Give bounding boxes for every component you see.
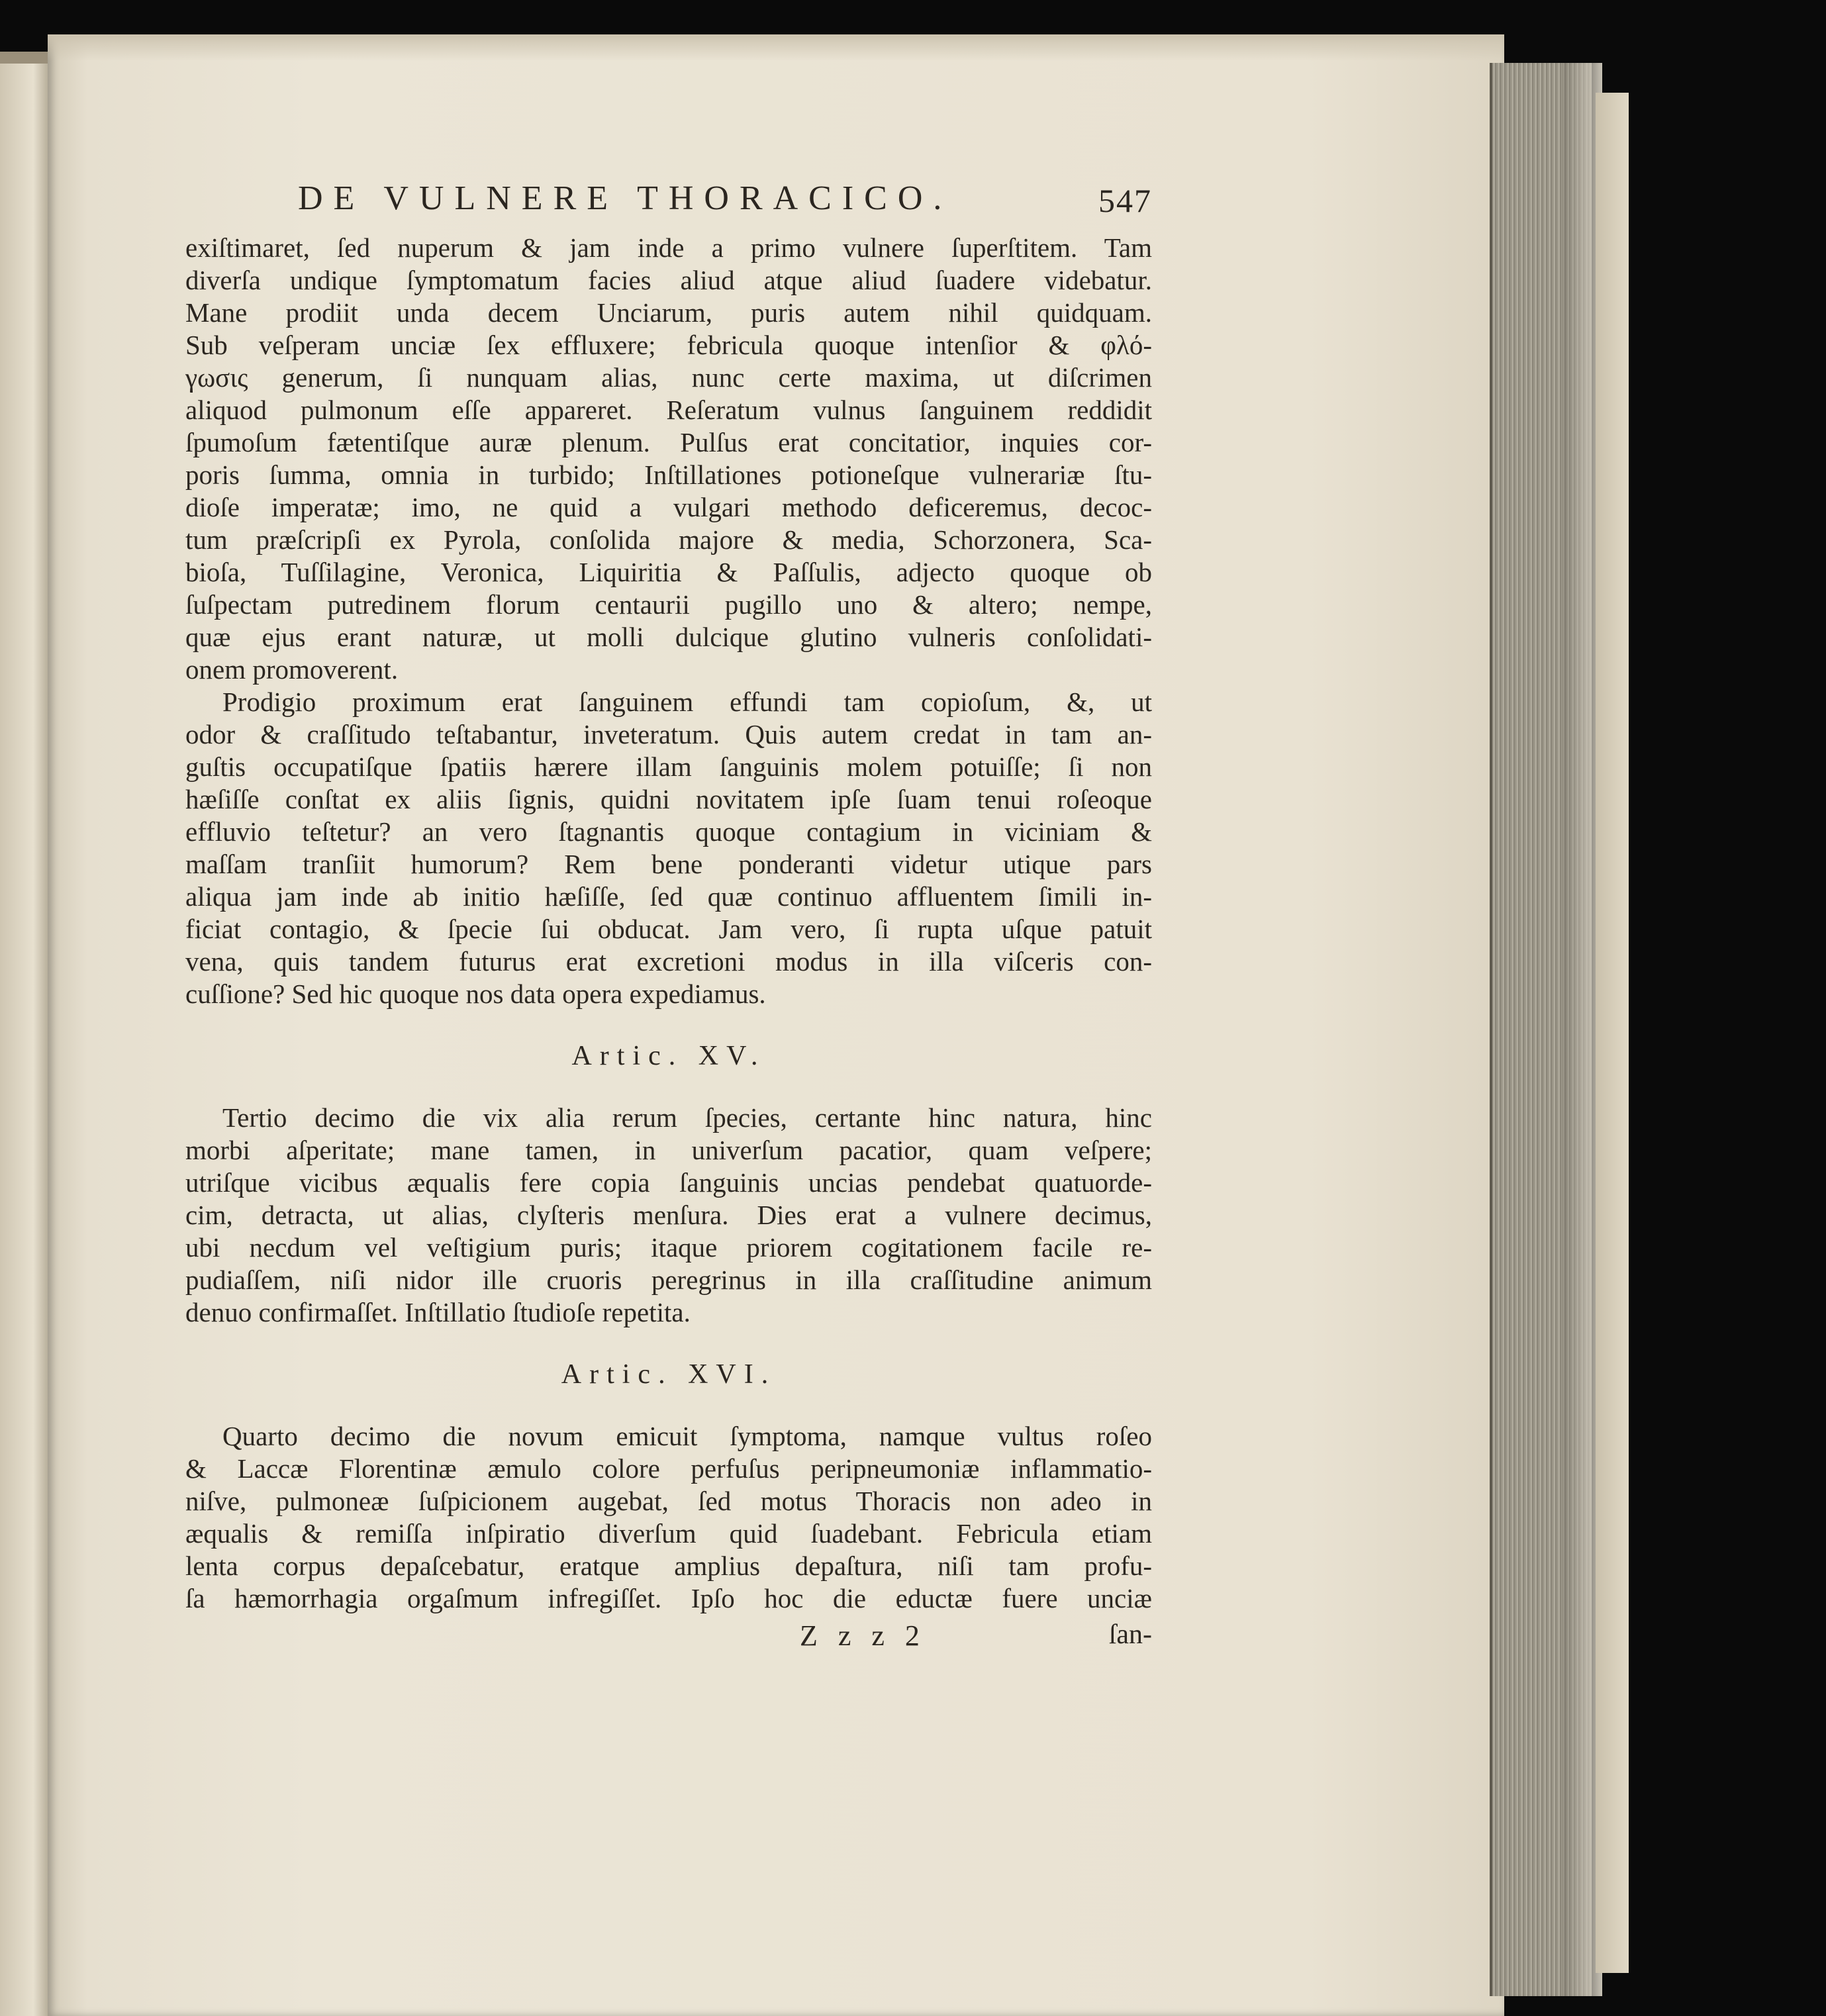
running-title: DE VULNERE THORACICO.	[298, 179, 953, 217]
signature-mark: Z z z 2	[800, 1619, 926, 1652]
text-line: ſa hæmorrhagia orgaſmum infregiſſet. Ipſo hoc die eductæ fuere unciæ	[185, 1583, 1152, 1613]
text-block	[185, 179, 1152, 1655]
text-line: exiſtimaret, ſed nuperum & jam inde a primo vulnere ſuperſtitem. Tam	[185, 232, 1152, 263]
text-line: poris ſumma, omnia in turbido; Inſtillationes potioneſque vulnerariæ ſtu-	[185, 459, 1152, 490]
catchword: ſan-	[1108, 1619, 1152, 1650]
text-line: bioſa, Tuſſilagine, Veronica, Liquiritia & Paſſulis, adjecto quoque ob	[185, 557, 1152, 587]
text-line: utriſque vicibus æqualis fere copia ſanguinis uncias pendebat quatuorde-	[185, 1167, 1152, 1198]
text-line: aliquod pulmonum eſſe appareret. Reſeratum vulnus ſanguinem reddidit	[185, 395, 1152, 425]
paragraph	[185, 1420, 1152, 1615]
text-line: maſſam tranſiit humorum? Rem bene ponderanti videtur utique pars	[185, 849, 1152, 879]
text-line: & Laccæ Florentinæ æmulo colore perfuſus peripneumoniæ inflammatio-	[185, 1453, 1152, 1484]
text-line: ſuſpectam putredinem florum centaurii pugillo uno & altero; nempe,	[185, 589, 1152, 620]
text-line: Tertio decimo die vix alia rerum ſpecies, certante hinc natura, hinc	[222, 1102, 1152, 1133]
text-line: Prodigio proximum erat ſanguinem effundi tam copioſum, &, ut	[222, 687, 1152, 717]
text-line: ſpumoſum fætentiſque auræ plenum. Pulſus erat concitatior, inquies cor-	[185, 427, 1152, 457]
book-cover-edge	[1596, 93, 1629, 1973]
text-line: guſtis occupatiſque ſpatiis hærere illam ſanguinis molem potuiſſe; ſi non	[185, 751, 1152, 782]
text-line: ubi necdum vel veſtigium puris; itaque priorem cogitationem facile re-	[185, 1232, 1152, 1263]
section-heading: Artic. XV.	[571, 1041, 766, 1071]
text-line: tum præſcripſi ex Pyrola, conſolida majore & media, Schorzonera, Sca-	[185, 524, 1152, 555]
text-line: ficiat contagio, & ſpecie ſui obducat. Jam vero, ſi rupta uſque patuit	[185, 914, 1152, 944]
text-line: denuo confirmaſſet. Inſtillatio ſtudioſe repetita.	[185, 1297, 691, 1327]
text-line: vena, quis tandem futurus erat excretioni modus in illa viſceris con-	[185, 946, 1152, 977]
text-line: cuſſione? Sed hic quoque nos data opera expediamus.	[185, 979, 766, 1009]
text-line: æqualis & remiſſa inſpiratio diverſum quid ſuadebant. Febricula etiam	[185, 1518, 1152, 1549]
text-line: γωσις generum, ſi nunquam alias, nunc certe maxima, ut diſcrimen	[185, 362, 1152, 393]
text-line: morbi aſperitate; mane tamen, in univerſum pacatior, quam veſpere;	[185, 1135, 1152, 1165]
section-heading: Artic. XVI.	[561, 1359, 777, 1390]
text-line: Quarto decimo die novum emicuit ſymptoma, namque vultus roſeo	[222, 1421, 1152, 1451]
text-line: aliqua jam inde ab initio hæſiſſe, ſed quæ continuo affluentem ſimili in-	[185, 881, 1152, 912]
text-line: niſve, pulmoneæ ſuſpicionem augebat, ſed motus Thoracis non adeo in	[185, 1486, 1152, 1516]
signature-line	[185, 1615, 1152, 1655]
paragraph-continued	[185, 232, 1152, 686]
text-line: diverſa undique ſymptomatum facies aliud atque aliud ſuadere videbatur.	[185, 265, 1152, 295]
text-line: dioſe imperatæ; imo, ne quid a vulgari methodo deficeremus, decoc-	[185, 492, 1152, 522]
text-line: Mane prodiit unda decem Unciarum, puris autem nihil quidquam.	[185, 297, 1152, 328]
paragraph	[185, 1102, 1152, 1329]
text-line: lenta corpus depaſcebatur, eratque amplius depaſtura, niſi tam profu-	[185, 1551, 1152, 1581]
text-line: pudiaſſem, niſi nidor ille cruoris peregrinus in illa craſſitudine animum	[185, 1265, 1152, 1295]
running-head	[185, 179, 1152, 232]
paragraph	[185, 686, 1152, 1010]
text-line: cim, detracta, ut alias, clyſteris menſura. Dies erat a vulnere decimus,	[185, 1200, 1152, 1230]
text-line: hæſiſſe conſtat ex aliis ſignis, quidni novitatem ipſe ſuam tenui roſeoque	[185, 784, 1152, 814]
page-number: 547	[1098, 182, 1152, 219]
text-line: onem promoverent.	[185, 654, 399, 685]
text-line: quæ ejus erant naturæ, ut molli dulcique glutino vulneris conſolidati-	[185, 622, 1152, 652]
page-top-shadow	[48, 34, 1504, 61]
facing-page-edge	[0, 52, 48, 2016]
text-line: effluvio teſtetur? an vero ſtagnantis quoque contagium in viciniam &	[185, 816, 1152, 847]
text-line: odor & craſſitudo teſtabantur, inveteratum. Quis autem credat in tam an-	[185, 719, 1152, 749]
text-line: Sub veſperam unciæ ſex effluxere; febricula quoque intenſior & φλό-	[185, 330, 1152, 360]
